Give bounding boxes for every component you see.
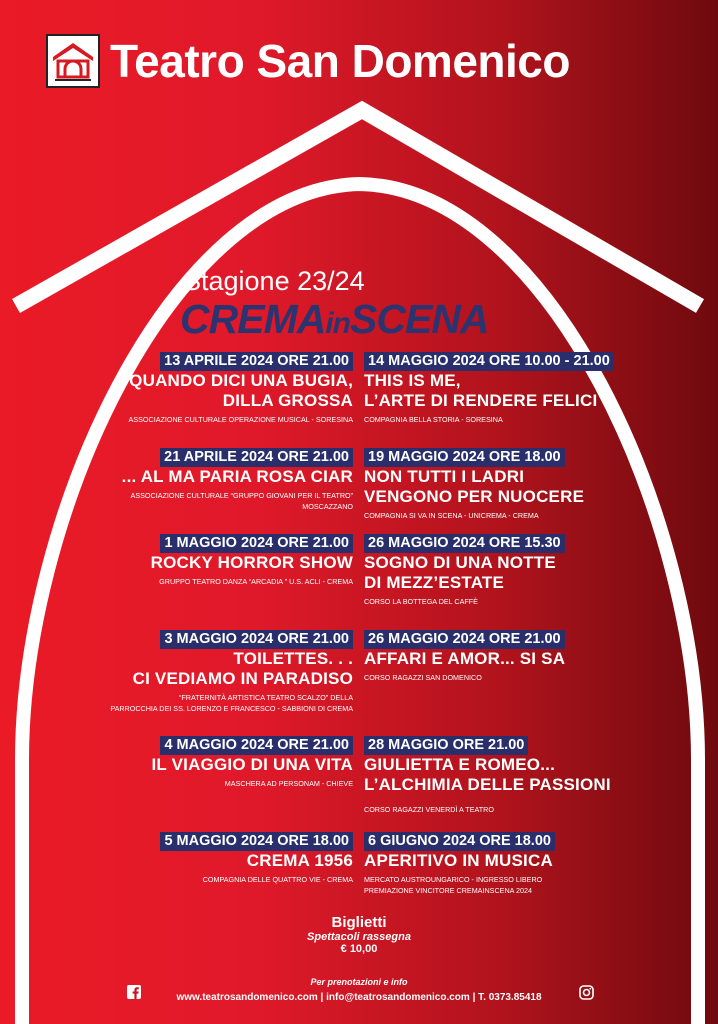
event-title: QUANDO DICI UNA BUGIA, xyxy=(129,371,353,390)
event-company-2: MOSCAZZANO xyxy=(302,502,353,511)
event-date: 13 APRILE 2024 ORE 21.00 xyxy=(160,352,353,371)
brand-part-in: in xyxy=(325,307,350,340)
contacts-info xyxy=(0,977,718,1003)
event-date: 4 MAGGIO 2024 ORE 21.00 xyxy=(160,736,353,755)
event-date: 14 MAGGIO 2024 ORE 10.00 - 21.00 xyxy=(364,352,614,371)
contacts-heading: Per prenotazioni e info xyxy=(310,977,408,987)
event-company: ASSOCIAZIONE CULTURALE OPERAZIONE MUSICAL - SORESINA xyxy=(128,415,353,424)
event-right-3 xyxy=(364,534,565,607)
event-date: 21 APRILE 2024 ORE 21.00 xyxy=(160,448,353,467)
event-title: APERITIVO IN MUSICA xyxy=(364,851,553,870)
event-title: CREMA 1956 xyxy=(246,851,353,870)
tickets-heading: Biglietti xyxy=(331,914,387,931)
event-company: CORSO RAGAZZI SAN DOMENICO xyxy=(364,673,482,682)
event-title: AFFARI E AMOR... SI SA xyxy=(364,649,566,668)
event-title: SOGNO DI UNA NOTTE xyxy=(364,553,556,572)
event-company: COMPAGNIA SI VA IN SCENA - UNICREMA - CREMA xyxy=(364,511,539,520)
event-left-2 xyxy=(122,448,353,512)
event-company: CORSO LA BOTTEGA DEL CAFFÈ xyxy=(364,597,478,606)
event-title-2: L’ARTE DI RENDERE FELICI xyxy=(364,391,598,410)
event-title: ... AL MA PARIA ROSA CIAR xyxy=(121,467,353,486)
event-date: 3 MAGGIO 2024 ORE 21.00 xyxy=(160,630,353,649)
event-company: MASCHERA AD PERSONAM - CHIEVE xyxy=(224,779,353,788)
event-title-2: L’ALCHIMIA DELLE PASSIONI xyxy=(364,775,611,794)
tickets-subheading: Spettacoli rassegna xyxy=(307,931,411,943)
event-company-2: PARROCCHIA DEI SS. LORENZO E FRANCESCO - SABBIONI DI CREMA xyxy=(110,704,353,713)
brand-part-crema: CREMA xyxy=(180,296,326,342)
event-right-6 xyxy=(364,832,555,896)
contacts-line[interactable]: www.teatrosandomenico.com | info@teatrosandomenico.com | T. 0373.85418 xyxy=(176,992,542,1003)
event-title: THIS IS ME, xyxy=(364,371,461,390)
event-company: COMPAGNIA DELLE QUATTRO VIE - CREMA xyxy=(202,875,353,884)
event-date: 1 MAGGIO 2024 ORE 21.00 xyxy=(160,534,353,553)
event-title-2: CI VEDIAMO IN PARADISO xyxy=(132,669,353,688)
event-company: GRUPPO TEATRO DANZA “ARCADIA ” U.S. ACLI - CREMA xyxy=(159,577,353,586)
event-title: IL VIAGGIO DI UNA VITA xyxy=(151,755,353,774)
brand-part-scena: SCENA xyxy=(350,296,489,342)
event-date: 19 MAGGIO 2024 ORE 18.00 xyxy=(364,448,565,467)
theatre-logo xyxy=(46,34,100,88)
event-right-1 xyxy=(364,352,614,425)
event-date: 5 MAGGIO 2024 ORE 18.00 xyxy=(160,832,353,851)
event-title: GIULIETTA E ROMEO... xyxy=(364,755,555,774)
event-company-2: PREMIAZIONE VINCITORE CREMAINSCENA 2024 xyxy=(364,886,533,895)
event-company: MERCATO AUSTROUNGARICO - INGRESSO LIBERO xyxy=(364,875,543,884)
event-title: ROCKY HORROR SHOW xyxy=(150,553,353,572)
event-company: “FRATERNITÀ ARTISTICA TEATRO SCALZO” DELLA xyxy=(179,693,353,702)
event-company: COMPAGNIA BELLA STORIA - SORESINA xyxy=(364,415,503,424)
event-left-4 xyxy=(110,630,353,714)
event-right-2 xyxy=(364,448,584,521)
tickets-info xyxy=(0,914,718,955)
page-title: Teatro San Domenico xyxy=(110,35,570,87)
event-company: ASSOCIAZIONE CULTURALE “GRUPPO GIOVANI PER IL TEATRO” xyxy=(130,491,353,500)
event-title: TOILETTES. . . xyxy=(233,649,353,668)
season-label: Stagione 23/24 xyxy=(183,266,365,296)
event-title-2: DILLA GROSSA xyxy=(222,391,353,410)
event-left-3 xyxy=(151,534,353,587)
event-company: CORSO RAGAZZI VENERDÌ A TEATRO xyxy=(364,805,494,814)
event-left-1 xyxy=(129,352,353,425)
tickets-price: € 10,00 xyxy=(340,943,378,955)
event-right-5 xyxy=(364,736,611,815)
event-left-5 xyxy=(152,736,354,789)
event-date: 6 GIUGNO 2024 ORE 18.00 xyxy=(364,832,555,851)
event-title-2: DI MEZZ’ESTATE xyxy=(364,573,505,592)
event-date: 26 MAGGIO 2024 ORE 15.30 xyxy=(364,534,565,553)
event-left-6 xyxy=(160,832,353,885)
event-title-2: VENGONO PER NUOCERE xyxy=(364,487,585,506)
event-title: NON TUTTI I LADRI xyxy=(364,467,525,486)
festival-brand xyxy=(180,296,489,343)
event-date: 26 MAGGIO 2024 ORE 21.00 xyxy=(364,630,565,649)
header xyxy=(46,34,570,88)
event-right-4 xyxy=(364,630,565,683)
event-date: 28 MAGGIO ORE 21.00 xyxy=(364,736,528,755)
